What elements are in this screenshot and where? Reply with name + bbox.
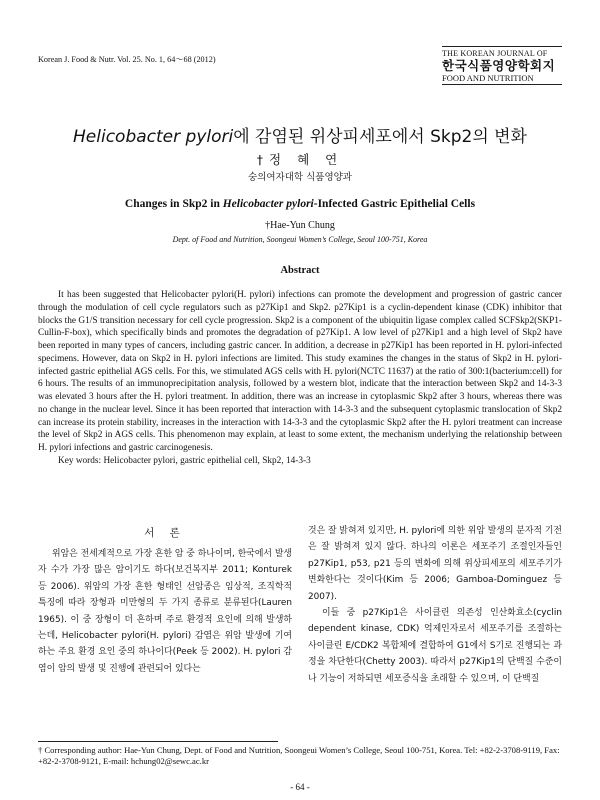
footnote-rule [38,741,278,742]
author-english: †Hae-Yun Chung [265,220,335,231]
body-column-left [38,546,292,677]
title-english [0,198,600,210]
page-number: - 64 - [290,782,310,792]
keywords: Key words: Helicobacter pylori, gastric epithelial cell, Skp2, 14-3-3 [58,455,311,466]
abstract-paragraph: It has been suggested that Helicobacter pylori(H. pylori) infections can promote the development and progression of gastric cancer through the modulation of cell cycle regulators such as p27Kip1 and Skp2. p27Kip1 is a cyclin-dependent kinase (CDK) inhibitor that blocks the G1/S transition necessary for cell cycle progression. Skp2 is a component of the ubiquitin ligase complex called SCFSkp2(SKP1-Cullin-F-box), which specifically binds and promotes the degradation of p27Kip1. A low level of p27Kip1 and a high level of Skp2 have been reported in many types of cancers, including gastric cancer. In addition, a decrease in p27Kip1 has been reported in H. pylori-infected specimens. However, data on Skp2 in H. pylori infections are limited. This study examines the changes in the status of Skp2 in H. pylori-infected gastric epithelial AGS cells. For this, we stimulated AGS cells with H. pylori(NCTC 11637) at the ratio of 300:1(bacterium:cell) for 6 hours. The results of an immunoprecipitation analysis, followed by a western blot, indicate that the interaction between Skp2 and 14-3-3 was elevated 3 hours after the H. pylori treatment. In addition, there was an increase in cytoplasmic Skp2 after 3 hours, whereas there was no change in the nuclear level. Since it has been reported that interaction with 14-3-3 and the subsequent cytoplasmic translocation of Skp2 can increase its protein stability, increases in the interaction with 14-3-3 and the cytoplasmic Skp2 after the H. pylori treatment can increase the level of Skp2 in AGS cells. This phenomenon may explain, at least to some extent, the mechanism underlying the relationship between H. pylori infections and gastric carcinogenesis. [38,290,562,453]
masthead-rule [442,46,562,47]
affiliation-korean: 숭의여자대학 식품영양과 [248,172,352,183]
title-english-italic: Helicobacter pylori [222,198,314,210]
abstract-heading: Abstract [280,265,320,276]
author-korean: †정 혜 연 [256,152,344,167]
body-column-right [308,523,562,687]
affiliation-english: Dept. of Food and Nutrition, Soongeui Women’s College, Seoul 100-751, Korea [172,235,428,244]
footnote-corresponding-author: † Corresponding author: Hae-Yun Chung, Dept. of Food and Nutrition, Soongeui Women’s College, Seoul 100-751, Korea. Tel: +82-2-3708-9119, Fax: +82-2-3708-9121, E-mail: hchung02@sewc.ac.kr [38,745,560,766]
body-paragraph: 위암은 전세계적으로 가장 흔한 암 중 하나이며, 한국에서 발생자 수가 가장 많은 암이기도 하다(보건복지부 2011; Konturek 등 2006). 위암의 가장 흔한 형태인 선암종은 임상적, 조직학적 특징에 따라 장형과 미만형의 두 가지 종류로 분류된다(Lauren 1965). 이 중 장형이 더 흔하며 주로 환경적 요인에 의해 발생하는데, Helicobacter pylori(H. pylori) 감염은 위암 발생에 기여하는 주요 환경 요인 중의 하나이다(Peek 등 2002). H. pylori 감염이 암의 발생 및 진행에 관련되어 있다는 [38,549,292,674]
journal-name-en-bottom: FOOD AND NUTRITION [442,73,562,85]
title-korean [0,122,600,147]
title-korean-rest: 에 감염된 위상피세포에서 Skp2의 변화 [233,127,527,147]
journal-masthead [442,46,562,85]
body-paragraph: 이들 중 p27Kip1은 사이클린 의존성 인산화효소(cyclin dependent kinase, CDK) 억제인자로서 세포주기를 조절하는 사이클린 E/CDK2 복합체에 결합하여 G1에서 S기로 진행되는 과정을 차단한다(Chetty 2003). 따라서 p27Kip1의 단백질 수준이 나 기능이 저하되면 세포증식을 초래할 수 있으며, 이 단백질 [308,608,562,684]
journal-citation: Korean J. Food & Nutr. Vol. 25. No. 1, 64～68 (2012) [38,55,216,64]
title-korean-italic: Helicobacter pylori [73,127,234,147]
section-heading-introduction: 서 론 [144,527,186,539]
title-english-pre: Changes in Skp2 in [124,198,223,210]
title-english-post: -Infected Gastric Epithelial Cells [313,198,476,210]
body-paragraph: 것은 잘 밝혀져 있지만, H. pylori에 의한 위암 발생의 분자적 기전은 잘 밝혀져 있지 않다. 하나의 이론은 세포주기 조절인자들인 p27Kip1, p53, p21 등의 변화에 의해 위상피세포의 세포주기가 변화한다는 것이다(Kim 등 2006; Gamboa-Dominguez 등 2007). [308,526,562,602]
journal-name-kr: 한국식품영양학회지 [442,58,556,73]
journal-name-en-top: THE KOREAN JOURNAL OF [442,49,548,58]
abstract-body [38,289,562,468]
